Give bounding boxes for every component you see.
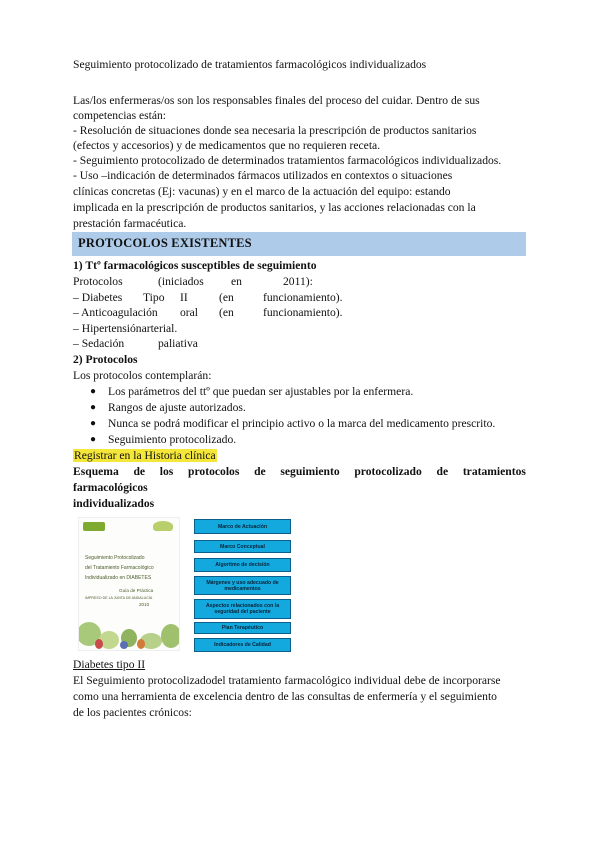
list-item: Seguimiento protocolizado.: [108, 433, 237, 446]
intro-line: clínicas concretas (Ej: vacunas) y en el marco de la actuación del equipo: estando: [73, 185, 451, 198]
logo-icon: [153, 521, 173, 531]
protocol-row: – Hipertensiónarterial.: [73, 322, 178, 335]
scheme-box: Aspectos relacionados con la seguridad del paciente: [194, 599, 291, 619]
scheme-box: Plan Terapéutico: [194, 622, 291, 634]
intro-line: (efectos y accesorios) y de medicamentos que no requieren receta.: [73, 139, 381, 152]
protocol-row: – Anticoagulación oral (en funcionamiento).: [73, 306, 343, 319]
bullet-icon: ●: [90, 434, 97, 445]
section-banner: [72, 232, 526, 256]
scheme-box: Marco de Actuación: [194, 519, 291, 534]
bullet-icon: ●: [90, 386, 97, 397]
protocol-row: Protocolos (iniciados en 2011):: [73, 275, 313, 288]
diabetes-line: El Seguimiento protocolizadodel tratamiento farmacológico individual debe de incorporarse: [73, 674, 501, 687]
scheme-heading-line: farmacológicos: [73, 481, 148, 494]
intro-line: - Resolución de situaciones donde sea necesaria la prescripción de productos sanitarios: [73, 124, 477, 137]
guide-cover-image: Seguimiento Protocolizado del Tratamiento Farmacológico Individualizado en DIABETES Guía de Práctica IMPRESO DE LA JUNTA DE ANDALUCÍA 2010: [78, 517, 180, 651]
scheme-box: Márgenes y uso adecuado de medicamentos: [194, 576, 291, 595]
intro-line: - Uso –indicación de determinados fármacos utilizados en contextos o situaciones: [73, 169, 453, 182]
intro-line: Las/los enfermeras/os son los responsables finales del proceso del cuidar. Dentro de sus: [73, 94, 480, 107]
list-item: Rangos de ajuste autorizados.: [108, 401, 246, 414]
scheme-box: Marco Conceptual: [194, 540, 291, 553]
banner-title: PROTOCOLOS EXISTENTES: [78, 236, 252, 250]
scheme-heading: Esquema de los protocolos de seguimiento protocolizado de tratamientos: [73, 465, 526, 478]
document-title: Seguimiento protocolizado de tratamientos farmacológicos individualizados: [73, 58, 427, 71]
highlighted-note: [73, 448, 217, 463]
bullet-icon: ●: [90, 402, 97, 413]
diabetes-line: como una herramienta de excelencia dentro de las consultas de enfermería y el seguimiento: [73, 690, 497, 703]
section1-heading: 1) Ttº farmacológicos susceptibles de seguimiento: [73, 259, 317, 272]
logo-icon: [83, 522, 105, 531]
plants-illustration: [79, 614, 179, 650]
protocol-scheme-figure: [74, 513, 314, 654]
diabetes-line: de los pacientes crónicos:: [73, 706, 192, 719]
protocol-row: – Diabetes Tipo II (en funcionamiento).: [73, 291, 343, 304]
list-item: Los parámetros del ttº que puedan ser ajustables por la enfermera.: [108, 385, 414, 398]
scheme-heading-line: individualizados: [73, 497, 155, 510]
diabetes-heading: Diabetes tipo II: [73, 658, 146, 671]
scheme-box: Indicadores de Calidad: [194, 638, 291, 652]
bullet-icon: ●: [90, 418, 97, 429]
list-item: Nunca se podrá modificar el principio activo o la marca del medicamento prescrito.: [108, 417, 496, 430]
section2-intro: Los protocolos contemplarán:: [73, 369, 212, 382]
intro-line: implicada en la prescripción de productos sanitarios, y las acciones relacionadas con la: [73, 201, 476, 214]
intro-line: prestación farmacéutica.: [73, 217, 187, 230]
scheme-box: Algoritmo de decisión: [194, 558, 291, 572]
section2-heading: 2) Protocolos: [73, 353, 138, 366]
intro-line: - Seguimiento protocolizado de determinados tratamientos farmacológicos individualizados.: [73, 154, 502, 167]
protocol-row: – Sedación paliativa: [73, 337, 198, 350]
intro-line: competencias están:: [73, 109, 167, 122]
highlight-text: Registrar en la Historia clínica: [74, 449, 216, 462]
